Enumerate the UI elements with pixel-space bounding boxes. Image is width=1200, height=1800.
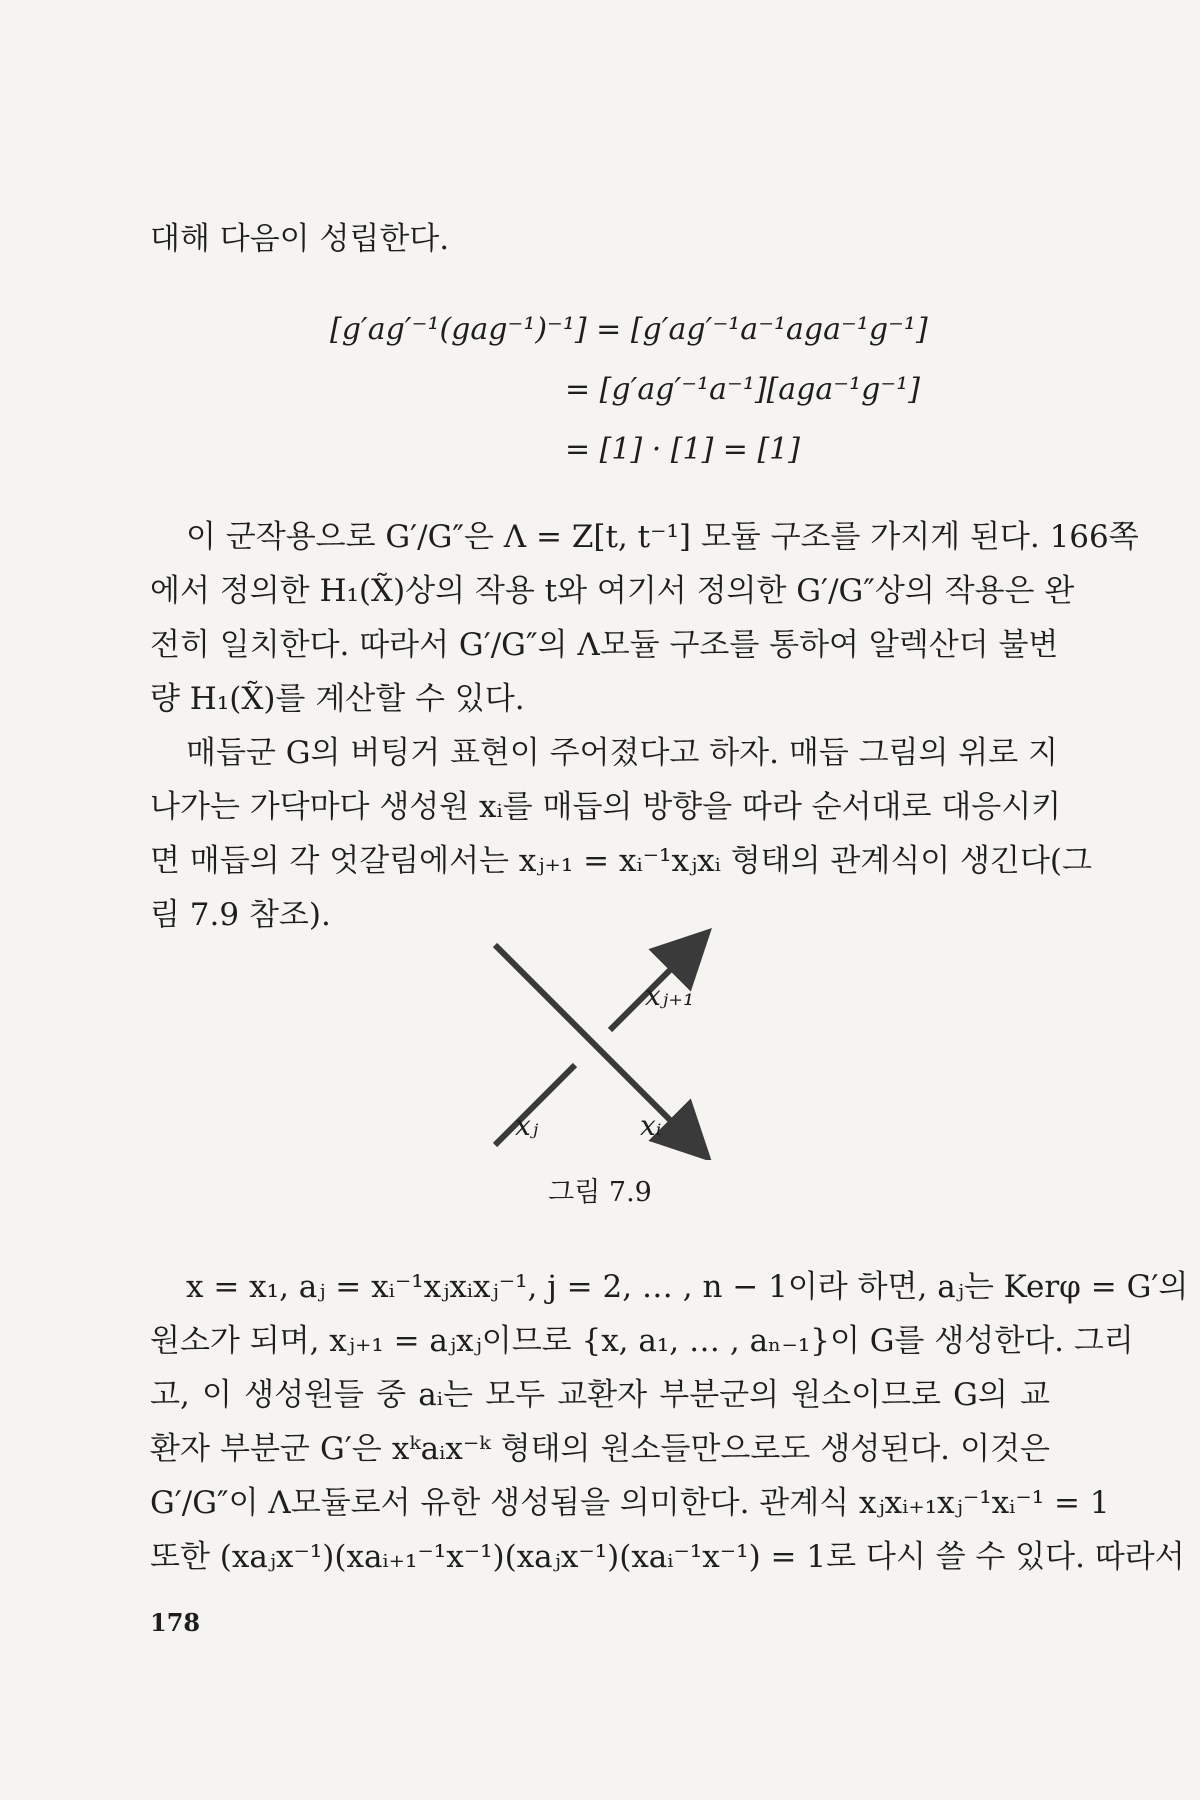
label-x-i: xᵢ <box>640 1109 662 1142</box>
text-line: 전히 일치한다. 따라서 G′/G″의 Λ모듈 구조를 통하여 알렉산더 불변 <box>150 627 1059 663</box>
paragraph-commutator <box>150 1260 1189 1584</box>
text-line: 이 군작용으로 G′/G″은 Λ = Z[t, t⁻¹] 모듈 구조를 가지게 된다. 166쪽 <box>186 519 1139 555</box>
text-line: 원소가 되며, xⱼ₊₁ = aⱼxⱼ이므로 {x, a₁, … , aₙ₋₁}이 G를 생성한다. 그리 <box>150 1323 1134 1359</box>
text-line: 에서 정의한 H₁(X̃)상의 작용 t와 여기서 정의한 G′/G″상의 작용은 완 <box>150 573 1075 609</box>
equation-line-1: [g′ag′⁻¹(gag⁻¹)⁻¹] = [g′ag′⁻¹a⁻¹aga⁻¹g⁻¹] <box>330 312 928 347</box>
label-x-j: xⱼ <box>515 1109 539 1142</box>
intro-line: 대해 다음이 성립한다. <box>150 221 450 257</box>
text-line: 면 매듭의 각 엇갈림에서는 xⱼ₊₁ = xᵢ⁻¹xⱼxᵢ 형태의 관계식이 생긴다(그 <box>150 843 1092 879</box>
equation-line-3: = [1] · [1] = [1] <box>565 432 800 467</box>
paragraph-group-action <box>150 510 1139 726</box>
crossing-diagram <box>470 920 730 1160</box>
equation-line-2: = [g′ag′⁻¹a⁻¹][aga⁻¹g⁻¹] <box>565 372 920 407</box>
text-line: 또한 (xaⱼx⁻¹)(xaᵢ₊₁⁻¹x⁻¹)(xaⱼx⁻¹)(xaᵢ⁻¹x⁻¹) = 1로 다시 쓸 수 있다. 따라서 <box>150 1539 1185 1575</box>
text-line: 림 7.9 참조). <box>150 897 331 933</box>
paragraph-wirtinger <box>150 726 1092 942</box>
text-line: x = x₁, aⱼ = xᵢ⁻¹xⱼxᵢxⱼ⁻¹, j = 2, … , n − 1이라 하면, aⱼ는 Kerφ = G′의 <box>186 1269 1189 1305</box>
text-line: 고, 이 생성원들 중 aᵢ는 모두 교환자 부분군의 원소이므로 G의 교 <box>150 1377 1050 1413</box>
text-line: 환자 부분군 G′은 xᵏaᵢx⁻ᵏ 형태의 원소들만으로도 생성된다. 이것은 <box>150 1431 1050 1467</box>
page-number: 178 <box>150 1608 201 1637</box>
text-line: G′/G″이 Λ모듈로서 유한 생성됨을 의미한다. 관계식 xⱼxᵢ₊₁xⱼ⁻¹xᵢ⁻¹ = 1 <box>150 1485 1110 1521</box>
text-line: 매듭군 G의 버팅거 표현이 주어졌다고 하자. 매듭 그림의 위로 지 <box>186 735 1058 771</box>
text-line: 량 H₁(X̃)를 계산할 수 있다. <box>150 681 525 717</box>
figure-caption: 그림 7.9 <box>548 1177 652 1208</box>
text-line: 나가는 가닥마다 생성원 xᵢ를 매듭의 방향을 따라 순서대로 대응시키 <box>150 789 1062 825</box>
label-x-j-plus-1: xⱼ₊₁ <box>645 979 695 1012</box>
